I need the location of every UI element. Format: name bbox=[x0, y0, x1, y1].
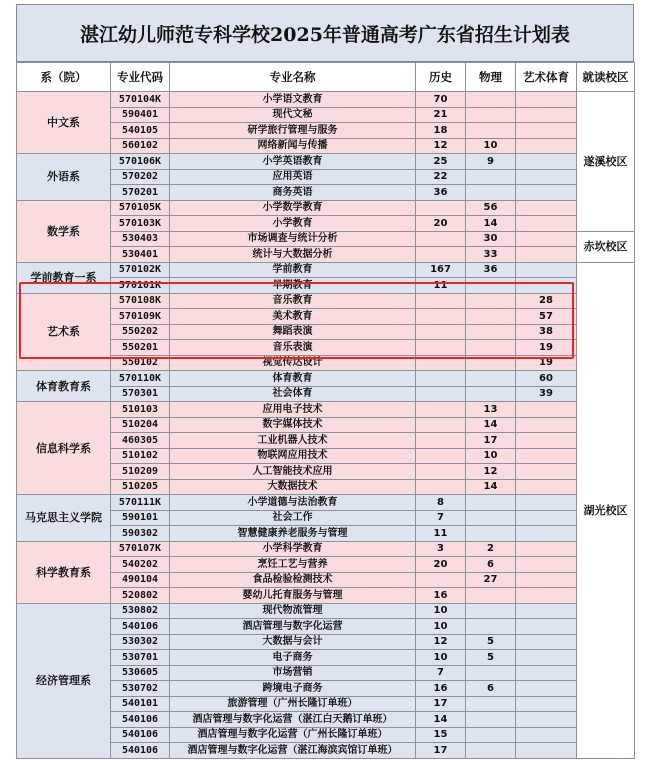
physics-cell bbox=[466, 278, 516, 294]
history-cell bbox=[416, 340, 466, 356]
physics-cell: 56 bbox=[466, 200, 516, 216]
art-cell bbox=[516, 138, 577, 154]
art-cell: 38 bbox=[516, 324, 577, 340]
physics-cell bbox=[466, 169, 516, 185]
code-cell: 570202 bbox=[111, 169, 170, 185]
code-cell: 590401 bbox=[111, 107, 170, 123]
physics-cell bbox=[466, 727, 516, 743]
art-cell bbox=[516, 262, 577, 278]
art-cell bbox=[516, 92, 577, 108]
history-cell bbox=[416, 402, 466, 418]
physics-cell: 12 bbox=[466, 464, 516, 480]
code-cell: 550102 bbox=[111, 355, 170, 371]
history-cell bbox=[416, 324, 466, 340]
major-cell: 电子商务 bbox=[170, 650, 416, 666]
header-code: 专业代码 bbox=[111, 63, 170, 92]
code-cell: 530302 bbox=[111, 634, 170, 650]
campus-cell: 遂溪校区 bbox=[577, 92, 635, 232]
code-cell: 510103 bbox=[111, 402, 170, 418]
history-cell: 20 bbox=[416, 216, 466, 232]
table-row bbox=[17, 371, 635, 387]
major-cell: 物联网应用技术 bbox=[170, 448, 416, 464]
major-cell: 工业机器人技术 bbox=[170, 433, 416, 449]
major-cell: 社会工作 bbox=[170, 510, 416, 526]
major-cell: 婴幼儿托育服务与管理 bbox=[170, 588, 416, 604]
code-cell: 550202 bbox=[111, 324, 170, 340]
dept-cell: 数学系 bbox=[17, 200, 111, 262]
history-cell: 14 bbox=[416, 712, 466, 728]
major-cell: 数字媒体技术 bbox=[170, 417, 416, 433]
art-cell: 19 bbox=[516, 340, 577, 356]
header-physics: 物理 bbox=[466, 63, 516, 92]
code-cell: 570110K bbox=[111, 371, 170, 387]
enrollment-plan-table bbox=[16, 62, 635, 759]
code-cell: 540106 bbox=[111, 743, 170, 759]
physics-cell bbox=[466, 355, 516, 371]
physics-cell bbox=[466, 619, 516, 635]
physics-cell bbox=[466, 603, 516, 619]
code-cell: 560102 bbox=[111, 138, 170, 154]
table-row bbox=[17, 541, 635, 557]
physics-cell bbox=[466, 92, 516, 108]
history-cell: 10 bbox=[416, 619, 466, 635]
physics-cell bbox=[466, 743, 516, 759]
art-cell bbox=[516, 681, 577, 697]
physics-cell bbox=[466, 123, 516, 139]
art-cell bbox=[516, 247, 577, 263]
physics-cell bbox=[466, 495, 516, 511]
art-cell bbox=[516, 557, 577, 573]
art-cell bbox=[516, 634, 577, 650]
code-cell: 570106K bbox=[111, 154, 170, 170]
art-cell bbox=[516, 433, 577, 449]
physics-cell bbox=[466, 665, 516, 681]
header-dept: 系（院） bbox=[17, 63, 111, 92]
history-cell bbox=[416, 464, 466, 480]
physics-cell: 13 bbox=[466, 402, 516, 418]
physics-cell: 36 bbox=[466, 262, 516, 278]
table-row bbox=[17, 603, 635, 619]
major-cell: 大数据技术 bbox=[170, 479, 416, 495]
code-cell: 490104 bbox=[111, 572, 170, 588]
history-cell: 7 bbox=[416, 510, 466, 526]
history-cell bbox=[416, 479, 466, 495]
physics-cell: 33 bbox=[466, 247, 516, 263]
art-cell: 28 bbox=[516, 293, 577, 309]
major-cell: 现代文秘 bbox=[170, 107, 416, 123]
major-cell: 小学语文教育 bbox=[170, 92, 416, 108]
art-cell bbox=[516, 417, 577, 433]
header-history: 历史 bbox=[416, 63, 466, 92]
physics-cell: 10 bbox=[466, 448, 516, 464]
history-cell bbox=[416, 355, 466, 371]
art-cell bbox=[516, 588, 577, 604]
history-cell: 17 bbox=[416, 696, 466, 712]
physics-cell: 17 bbox=[466, 433, 516, 449]
major-cell: 统计与大数据分析 bbox=[170, 247, 416, 263]
header-art: 艺术体育 bbox=[516, 63, 577, 92]
code-cell: 540202 bbox=[111, 557, 170, 573]
art-cell bbox=[516, 200, 577, 216]
page-title: 湛江幼儿师范专科学校2025年普通高考广东省招生计划表 bbox=[16, 4, 634, 62]
history-cell: 11 bbox=[416, 526, 466, 542]
major-cell: 小学教育 bbox=[170, 216, 416, 232]
code-cell: 510205 bbox=[111, 479, 170, 495]
physics-cell bbox=[466, 324, 516, 340]
physics-cell: 5 bbox=[466, 650, 516, 666]
history-cell: 10 bbox=[416, 650, 466, 666]
art-cell: 39 bbox=[516, 386, 577, 402]
history-cell: 167 bbox=[416, 262, 466, 278]
physics-cell: 5 bbox=[466, 634, 516, 650]
code-cell: 530802 bbox=[111, 603, 170, 619]
history-cell bbox=[416, 417, 466, 433]
major-cell: 应用电子技术 bbox=[170, 402, 416, 418]
header-campus: 就读校区 bbox=[577, 63, 635, 92]
physics-cell bbox=[466, 340, 516, 356]
major-cell: 应用英语 bbox=[170, 169, 416, 185]
code-cell: 570104K bbox=[111, 92, 170, 108]
physics-cell: 2 bbox=[466, 541, 516, 557]
physics-cell bbox=[466, 293, 516, 309]
history-cell bbox=[416, 293, 466, 309]
campus-cell: 湖光校区 bbox=[577, 262, 635, 758]
art-cell bbox=[516, 154, 577, 170]
art-cell bbox=[516, 572, 577, 588]
art-cell bbox=[516, 603, 577, 619]
code-cell: 540105 bbox=[111, 123, 170, 139]
history-cell bbox=[416, 247, 466, 263]
art-cell bbox=[516, 743, 577, 759]
major-cell: 酒店管理与数字化运营（广州长隆订单班） bbox=[170, 727, 416, 743]
major-cell: 小学数学教育 bbox=[170, 200, 416, 216]
physics-cell bbox=[466, 696, 516, 712]
major-cell: 学前教育 bbox=[170, 262, 416, 278]
physics-cell bbox=[466, 712, 516, 728]
history-cell: 70 bbox=[416, 92, 466, 108]
major-cell: 音乐教育 bbox=[170, 293, 416, 309]
plan-table-container bbox=[16, 4, 634, 759]
history-cell: 7 bbox=[416, 665, 466, 681]
major-cell: 美术教育 bbox=[170, 309, 416, 325]
physics-cell: 9 bbox=[466, 154, 516, 170]
header-major: 专业名称 bbox=[170, 63, 416, 92]
major-cell: 早期教育 bbox=[170, 278, 416, 294]
code-cell: 570107K bbox=[111, 541, 170, 557]
history-cell: 8 bbox=[416, 495, 466, 511]
physics-cell bbox=[466, 185, 516, 201]
history-cell bbox=[416, 386, 466, 402]
major-cell: 商务英语 bbox=[170, 185, 416, 201]
history-cell: 10 bbox=[416, 603, 466, 619]
history-cell: 3 bbox=[416, 541, 466, 557]
history-cell: 18 bbox=[416, 123, 466, 139]
table-row bbox=[17, 495, 635, 511]
table-row bbox=[17, 200, 635, 216]
art-cell bbox=[516, 727, 577, 743]
history-cell: 16 bbox=[416, 588, 466, 604]
major-cell: 舞蹈表演 bbox=[170, 324, 416, 340]
physics-cell: 30 bbox=[466, 231, 516, 247]
table-row bbox=[17, 262, 635, 278]
history-cell bbox=[416, 200, 466, 216]
history-cell: 12 bbox=[416, 634, 466, 650]
table-row bbox=[17, 154, 635, 170]
major-cell: 网络新闻与传播 bbox=[170, 138, 416, 154]
code-cell: 570105K bbox=[111, 200, 170, 216]
history-cell: 17 bbox=[416, 743, 466, 759]
art-cell bbox=[516, 526, 577, 542]
art-cell bbox=[516, 448, 577, 464]
art-cell bbox=[516, 696, 577, 712]
art-cell bbox=[516, 650, 577, 666]
code-cell: 510102 bbox=[111, 448, 170, 464]
physics-cell: 6 bbox=[466, 681, 516, 697]
physics-cell bbox=[466, 588, 516, 604]
art-cell bbox=[516, 464, 577, 480]
physics-cell bbox=[466, 510, 516, 526]
physics-cell bbox=[466, 526, 516, 542]
code-cell: 510209 bbox=[111, 464, 170, 480]
history-cell: 25 bbox=[416, 154, 466, 170]
major-cell: 研学旅行管理与服务 bbox=[170, 123, 416, 139]
code-cell: 570201 bbox=[111, 185, 170, 201]
physics-cell: 14 bbox=[466, 216, 516, 232]
dept-cell: 科学教育系 bbox=[17, 541, 111, 603]
history-cell: 21 bbox=[416, 107, 466, 123]
code-cell: 570101K bbox=[111, 278, 170, 294]
major-cell: 市场调查与统计分析 bbox=[170, 231, 416, 247]
history-cell bbox=[416, 309, 466, 325]
major-cell: 烹饪工艺与营养 bbox=[170, 557, 416, 573]
physics-cell bbox=[466, 386, 516, 402]
major-cell: 小学道德与法治教育 bbox=[170, 495, 416, 511]
history-cell: 20 bbox=[416, 557, 466, 573]
history-cell: 15 bbox=[416, 727, 466, 743]
major-cell: 音乐表演 bbox=[170, 340, 416, 356]
history-cell bbox=[416, 433, 466, 449]
code-cell: 520802 bbox=[111, 588, 170, 604]
art-cell bbox=[516, 169, 577, 185]
major-cell: 社会体育 bbox=[170, 386, 416, 402]
code-cell: 570103K bbox=[111, 216, 170, 232]
code-cell: 530403 bbox=[111, 231, 170, 247]
physics-cell bbox=[466, 309, 516, 325]
dept-cell: 体育教育系 bbox=[17, 371, 111, 402]
code-cell: 530401 bbox=[111, 247, 170, 263]
art-cell bbox=[516, 278, 577, 294]
art-cell bbox=[516, 510, 577, 526]
major-cell: 酒店管理与数字化运营（湛江白天鹅订单班） bbox=[170, 712, 416, 728]
physics-cell bbox=[466, 107, 516, 123]
dept-cell: 马克思主义学院 bbox=[17, 495, 111, 542]
history-cell bbox=[416, 371, 466, 387]
code-cell: 540101 bbox=[111, 696, 170, 712]
art-cell bbox=[516, 107, 577, 123]
physics-cell: 6 bbox=[466, 557, 516, 573]
physics-cell: 14 bbox=[466, 479, 516, 495]
art-cell bbox=[516, 712, 577, 728]
code-cell: 570108K bbox=[111, 293, 170, 309]
code-cell: 530605 bbox=[111, 665, 170, 681]
code-cell: 530701 bbox=[111, 650, 170, 666]
dept-cell: 外语系 bbox=[17, 154, 111, 201]
major-cell: 体育教育 bbox=[170, 371, 416, 387]
code-cell: 540106 bbox=[111, 712, 170, 728]
code-cell: 570109K bbox=[111, 309, 170, 325]
art-cell bbox=[516, 231, 577, 247]
art-cell bbox=[516, 185, 577, 201]
art-cell bbox=[516, 495, 577, 511]
dept-cell: 艺术系 bbox=[17, 293, 111, 371]
art-cell bbox=[516, 216, 577, 232]
major-cell: 视觉传达设计 bbox=[170, 355, 416, 371]
history-cell bbox=[416, 448, 466, 464]
major-cell: 食品检验检测技术 bbox=[170, 572, 416, 588]
history-cell: 12 bbox=[416, 138, 466, 154]
physics-cell: 14 bbox=[466, 417, 516, 433]
history-cell: 16 bbox=[416, 681, 466, 697]
art-cell bbox=[516, 665, 577, 681]
code-cell: 540106 bbox=[111, 619, 170, 635]
code-cell: 590101 bbox=[111, 510, 170, 526]
major-cell: 酒店管理与数字化运营 bbox=[170, 619, 416, 635]
art-cell: 60 bbox=[516, 371, 577, 387]
art-cell: 57 bbox=[516, 309, 577, 325]
major-cell: 智慧健康养老服务与管理 bbox=[170, 526, 416, 542]
physics-cell: 10 bbox=[466, 138, 516, 154]
history-cell bbox=[416, 572, 466, 588]
table-row bbox=[17, 293, 635, 309]
code-cell: 540106 bbox=[111, 727, 170, 743]
code-cell: 550201 bbox=[111, 340, 170, 356]
dept-cell: 经济管理系 bbox=[17, 603, 111, 758]
art-cell: 19 bbox=[516, 355, 577, 371]
history-cell: 22 bbox=[416, 169, 466, 185]
history-cell: 11 bbox=[416, 278, 466, 294]
code-cell: 460305 bbox=[111, 433, 170, 449]
art-cell bbox=[516, 479, 577, 495]
physics-cell: 27 bbox=[466, 572, 516, 588]
code-cell: 510204 bbox=[111, 417, 170, 433]
code-cell: 570301 bbox=[111, 386, 170, 402]
history-cell: 36 bbox=[416, 185, 466, 201]
history-cell bbox=[416, 231, 466, 247]
dept-cell: 信息科学系 bbox=[17, 402, 111, 495]
physics-cell bbox=[466, 371, 516, 387]
code-cell: 530702 bbox=[111, 681, 170, 697]
major-cell: 现代物流管理 bbox=[170, 603, 416, 619]
art-cell bbox=[516, 123, 577, 139]
code-cell: 570111K bbox=[111, 495, 170, 511]
major-cell: 大数据与会计 bbox=[170, 634, 416, 650]
art-cell bbox=[516, 541, 577, 557]
major-cell: 小学英语教育 bbox=[170, 154, 416, 170]
art-cell bbox=[516, 402, 577, 418]
code-cell: 570102K bbox=[111, 262, 170, 278]
major-cell: 小学科学教育 bbox=[170, 541, 416, 557]
header-row bbox=[17, 63, 635, 92]
major-cell: 人工智能技术应用 bbox=[170, 464, 416, 480]
major-cell: 旅游管理（广州长隆订单班） bbox=[170, 696, 416, 712]
major-cell: 跨境电子商务 bbox=[170, 681, 416, 697]
dept-cell: 学前教育一系 bbox=[17, 262, 111, 293]
table-row bbox=[17, 92, 635, 108]
dept-cell: 中文系 bbox=[17, 92, 111, 154]
campus-cell: 赤坎校区 bbox=[577, 231, 635, 262]
code-cell: 590302 bbox=[111, 526, 170, 542]
major-cell: 市场营销 bbox=[170, 665, 416, 681]
major-cell: 酒店管理与数字化运营（湛江海滨宾馆订单班） bbox=[170, 743, 416, 759]
art-cell bbox=[516, 619, 577, 635]
table-row bbox=[17, 402, 635, 418]
